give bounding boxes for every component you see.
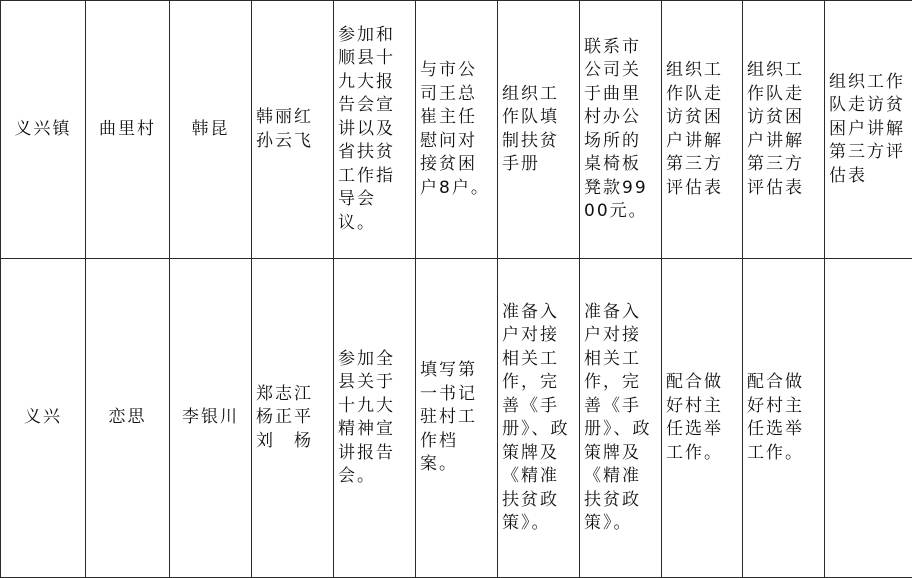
activity-cell: 联系市公司关于曲里村办公场所的桌椅板凳款9900元。 xyxy=(580,1,662,259)
town-cell: 义兴 xyxy=(1,259,86,578)
activity-cell: 参加和顺县十九大报告会宣讲以及省扶贫工作指导会议。 xyxy=(334,1,416,259)
activity-cell: 准备入户对接相关工作，完善《手册》、政策牌及《精准扶贫政策》。 xyxy=(498,259,580,578)
activity-cell: 准备入户对接相关工作，完善《手册》、政策牌及《精准扶贫政策》。 xyxy=(580,259,662,578)
activity-cell: 填写第一书记驻村工作档案。 xyxy=(416,259,498,578)
leader-cell: 韩昆 xyxy=(170,1,252,259)
activity-cell: 组织工作队走访贫困户讲解第三方评估表 xyxy=(743,1,825,259)
members-cell: 郑志江杨正平刘 杨 xyxy=(252,259,334,578)
activity-cell: 组织工作队走访贫困户讲解第三方评估表 xyxy=(825,1,912,259)
activity-cell: 参加全县关于十九大精神宣讲报告会。 xyxy=(334,259,416,578)
leader-cell: 李银川 xyxy=(170,259,252,578)
activity-cell: 配合做好村主任选举工作。 xyxy=(662,259,743,578)
activity-cell: 与市公司王总崔主任慰问对接贫困户8户。 xyxy=(416,1,498,259)
town-cell: 义兴镇 xyxy=(1,1,86,259)
members-cell: 韩丽红孙云飞 xyxy=(252,1,334,259)
village-cell: 曲里村 xyxy=(86,1,170,259)
activity-cell: 组织工作队填制扶贫手册 xyxy=(498,1,580,259)
activity-cell xyxy=(825,259,912,578)
activity-cell: 组织工作队走访贫困户讲解第三方评估表 xyxy=(662,1,743,259)
activity-cell: 配合做好村主任选举工作。 xyxy=(743,259,825,578)
village-cell: 恋思 xyxy=(86,259,170,578)
table-row xyxy=(1,1,912,259)
table-row xyxy=(1,259,912,578)
